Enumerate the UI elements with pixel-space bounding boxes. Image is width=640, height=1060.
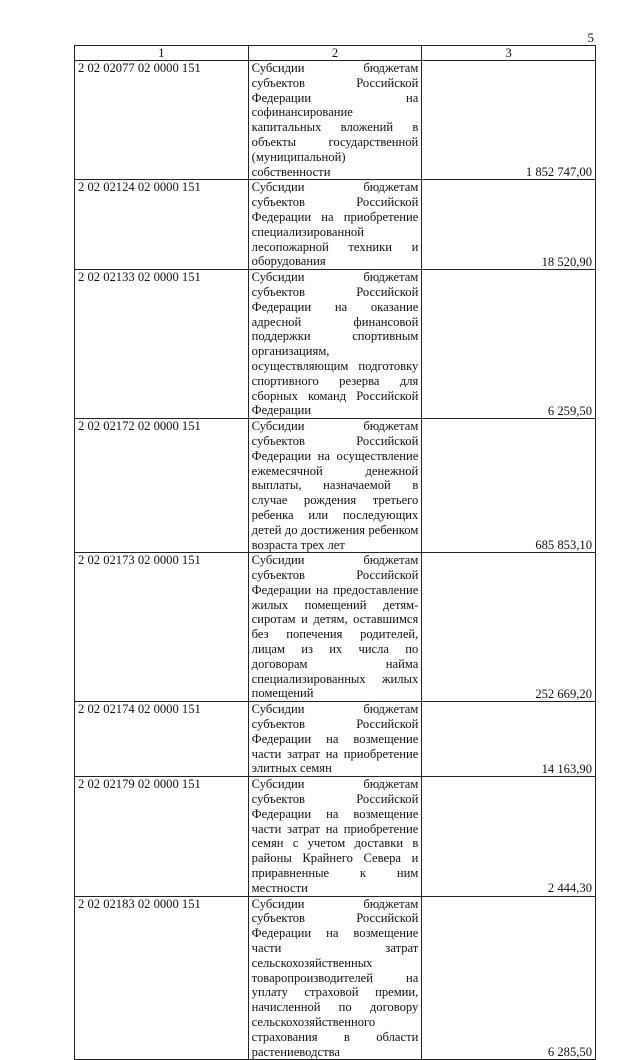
table-row (75, 702, 596, 777)
revenue-description: Субсидии бюджетам субъектов Российской Федерации на предоставление жилых помещений детям-сиротам и детям, оставшимся без попечения родителей, лицам из их числа по договорам найма специализированных жилых помещений (248, 553, 422, 702)
column-header-3: 3 (422, 46, 596, 61)
amount: 252 669,20 (422, 553, 596, 702)
budget-code: 2 02 02179 02 0000 151 (75, 777, 249, 896)
revenue-description: Субсидии бюджетам субъектов Российской Федерации на приобретение специализированной лесопожарной техники и оборудования (248, 180, 422, 270)
budget-code: 2 02 02172 02 0000 151 (75, 419, 249, 553)
table-row (75, 270, 596, 419)
revenue-description: Субсидии бюджетам субъектов Российской Федерации на осуществление ежемесячной денежной выплаты, назначаемой в случае рождения третьего ребенка или последующих детей до достижения ребенком возраста трех лет (248, 419, 422, 553)
table-row (75, 180, 596, 270)
amount: 18 520,90 (422, 180, 596, 270)
column-header-2: 2 (248, 46, 422, 61)
amount: 1 852 747,00 (422, 61, 596, 180)
budget-code: 2 02 02133 02 0000 151 (75, 270, 249, 419)
revenue-description: Субсидии бюджетам субъектов Российской Федерации на возмещение части затрат на приобретение семян с учетом доставки в районы Крайнего Севера и приравненные к ним местности (248, 777, 422, 896)
revenue-description: Субсидии бюджетам субъектов Российской Федерации на оказание адресной финансовой поддержки спортивным организациям, осуществляющим подготовку спортивного резерва для сборных команд Российской Федерации (248, 270, 422, 419)
table-row (75, 777, 596, 896)
budget-code: 2 02 02174 02 0000 151 (75, 702, 249, 777)
revenue-description: Субсидии бюджетам субъектов Российской Федерации на возмещение части затрат сельскохозяйственных товаропроизводителей на уплату страховой премии, начисленной по договору сельскохозяйственного страхования в области растениеводства (248, 896, 422, 1060)
page-number: 5 (587, 30, 594, 45)
revenue-description: Субсидии бюджетам субъектов Российской Федерации на софинансирование капитальных вложений в объекты государственной (муниципальной) собственности (248, 61, 422, 180)
revenue-description: Субсидии бюджетам субъектов Российской Федерации на возмещение части затрат на приобретение элитных семян (248, 702, 422, 777)
budget-code: 2 02 02124 02 0000 151 (75, 180, 249, 270)
table-row (75, 896, 596, 1060)
amount: 14 163,90 (422, 702, 596, 777)
amount: 6 259,50 (422, 270, 596, 419)
table-row (75, 419, 596, 553)
table-header-row (75, 46, 596, 61)
budget-code: 2 02 02183 02 0000 151 (75, 896, 249, 1060)
budget-code: 2 02 02173 02 0000 151 (75, 553, 249, 702)
amount: 2 444,30 (422, 777, 596, 896)
amount: 685 853,10 (422, 419, 596, 553)
table-row (75, 553, 596, 702)
budget-table (74, 45, 596, 1060)
amount: 6 285,50 (422, 896, 596, 1060)
column-header-1: 1 (75, 46, 249, 61)
budget-code: 2 02 02077 02 0000 151 (75, 61, 249, 180)
table-row (75, 61, 596, 180)
